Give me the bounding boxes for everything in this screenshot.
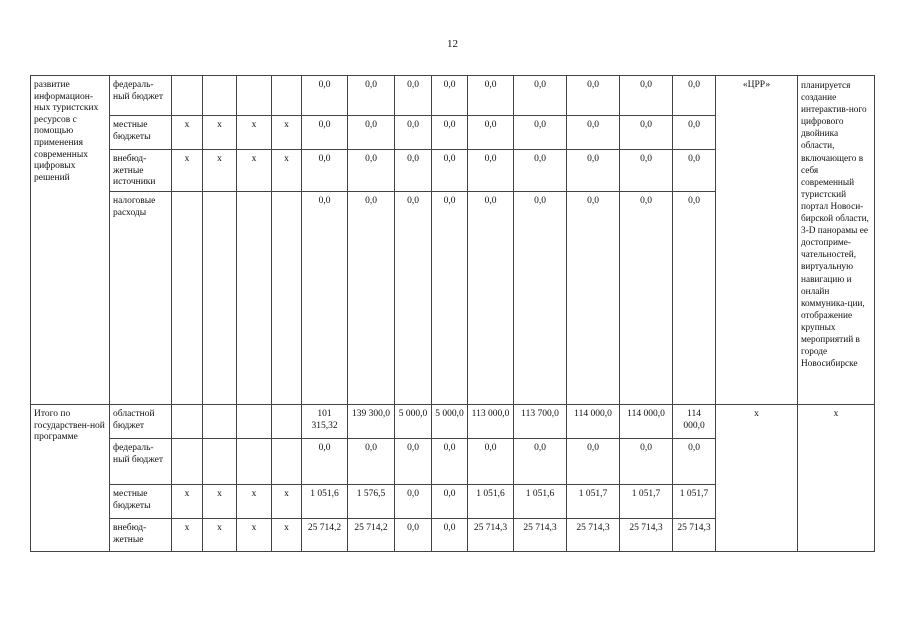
not-applicable-cell: [203, 439, 237, 485]
funding-source-cell: местные бюджеты: [110, 485, 172, 519]
amount-cell: 25 714,3: [514, 519, 567, 552]
amount-cell: 0,0: [514, 76, 567, 116]
amount-cell: 0,0: [348, 150, 395, 192]
program-direction-cell: Итого по государствен-ной программе: [31, 405, 110, 552]
amount-cell: 0,0: [395, 150, 432, 192]
amount-cell: 0,0: [673, 439, 716, 485]
amount-cell: 101 315,32: [302, 405, 348, 439]
funding-source-cell: федераль-ный бюджет: [110, 76, 172, 116]
not-applicable-cell: [272, 192, 302, 405]
amount-cell: 0,0: [620, 192, 673, 405]
expected-result-cell: планируется создание интерактив-ного цифрового двойника области, включающего в себя современный туристский портал Новоси-бирской области, 3-D панорамы ее достоприме-чательностей, виртуальную навигацию и онлайн коммуника-ции, отображение крупных мероприятий в городе Новосибирске: [798, 76, 875, 405]
amount-cell: 0,0: [348, 116, 395, 150]
amount-cell: 0,0: [468, 150, 514, 192]
not-applicable-cell: [237, 439, 272, 485]
table-row: [31, 405, 875, 439]
amount-cell: 25 714,3: [567, 519, 620, 552]
amount-cell: 1 051,7: [620, 485, 673, 519]
not-applicable-cell: [203, 192, 237, 405]
amount-cell: 0,0: [302, 76, 348, 116]
amount-cell: 114 000,0: [620, 405, 673, 439]
amount-cell: 0,0: [468, 192, 514, 405]
amount-cell: 0,0: [514, 150, 567, 192]
amount-cell: 113 700,0: [514, 405, 567, 439]
not-applicable-cell: [172, 405, 203, 439]
not-applicable-cell: x: [172, 485, 203, 519]
not-applicable-cell: x: [272, 116, 302, 150]
amount-cell: 5 000,0: [432, 405, 468, 439]
not-applicable-cell: [203, 76, 237, 116]
amount-cell: 0,0: [514, 439, 567, 485]
amount-cell: 0,0: [514, 192, 567, 405]
amount-cell: 0,0: [432, 116, 468, 150]
amount-cell: 0,0: [620, 439, 673, 485]
amount-cell: 5 000,0: [395, 405, 432, 439]
amount-cell: 25 714,2: [348, 519, 395, 552]
amount-cell: 0,0: [567, 439, 620, 485]
not-applicable-cell: [172, 192, 203, 405]
amount-cell: 1 051,6: [468, 485, 514, 519]
amount-cell: 0,0: [432, 485, 468, 519]
amount-cell: 25 714,2: [302, 519, 348, 552]
not-applicable-cell: x: [272, 485, 302, 519]
not-applicable-cell: [237, 405, 272, 439]
amount-cell: 114 000,0: [673, 405, 716, 439]
not-applicable-cell: x: [172, 150, 203, 192]
amount-cell: 0,0: [432, 439, 468, 485]
amount-cell: 0,0: [468, 439, 514, 485]
page-number: 12: [447, 38, 458, 50]
amount-cell: 139 300,0: [348, 405, 395, 439]
not-applicable-cell: [272, 439, 302, 485]
not-applicable-cell: x: [237, 116, 272, 150]
not-applicable-cell: x: [237, 519, 272, 552]
not-applicable-cell: x: [237, 150, 272, 192]
not-applicable-cell: [272, 76, 302, 116]
amount-cell: 0,0: [673, 116, 716, 150]
not-applicable-cell: x: [203, 485, 237, 519]
amount-cell: 0,0: [567, 150, 620, 192]
amount-cell: 0,0: [567, 76, 620, 116]
not-applicable-cell: x: [203, 116, 237, 150]
amount-cell: 1 051,6: [514, 485, 567, 519]
amount-cell: 0,0: [395, 519, 432, 552]
amount-cell: 0,0: [302, 116, 348, 150]
amount-cell: 0,0: [302, 150, 348, 192]
amount-cell: 0,0: [432, 150, 468, 192]
not-applicable-cell: x: [203, 519, 237, 552]
amount-cell: 0,0: [514, 116, 567, 150]
amount-cell: 0,0: [620, 116, 673, 150]
amount-cell: 1 051,6: [302, 485, 348, 519]
not-applicable-cell: x: [272, 519, 302, 552]
amount-cell: 25 714,3: [468, 519, 514, 552]
amount-cell: 0,0: [468, 116, 514, 150]
amount-cell: 0,0: [395, 439, 432, 485]
amount-cell: 0,0: [620, 150, 673, 192]
amount-cell: 25 714,3: [673, 519, 716, 552]
amount-cell: 0,0: [348, 192, 395, 405]
amount-cell: 0,0: [395, 485, 432, 519]
budget-table: [30, 75, 875, 552]
amount-cell: 25 714,3: [620, 519, 673, 552]
not-applicable-cell: x: [172, 116, 203, 150]
not-applicable-cell: [237, 76, 272, 116]
amount-cell: 0,0: [620, 76, 673, 116]
amount-cell: 0,0: [302, 192, 348, 405]
amount-cell: 0,0: [432, 519, 468, 552]
amount-cell: 0,0: [348, 76, 395, 116]
amount-cell: 0,0: [302, 439, 348, 485]
amount-cell: 1 576,5: [348, 485, 395, 519]
executor-cell: x: [716, 405, 798, 552]
amount-cell: 0,0: [673, 150, 716, 192]
not-applicable-cell: x: [237, 485, 272, 519]
executor-cell: «ЦРР»: [716, 76, 798, 405]
amount-cell: 1 051,7: [567, 485, 620, 519]
amount-cell: 0,0: [395, 116, 432, 150]
amount-cell: 0,0: [395, 76, 432, 116]
table-row: [31, 76, 875, 116]
funding-source-cell: налоговые расходы: [110, 192, 172, 405]
amount-cell: 0,0: [432, 192, 468, 405]
amount-cell: 0,0: [567, 192, 620, 405]
funding-source-cell: внебюд-жетные источники: [110, 150, 172, 192]
program-direction-cell: развитие информацион-ных туристских ресурсов с помощью применения современных цифровых решений: [31, 76, 110, 405]
not-applicable-cell: [172, 76, 203, 116]
not-applicable-cell: [172, 439, 203, 485]
not-applicable-cell: x: [172, 519, 203, 552]
not-applicable-cell: x: [203, 150, 237, 192]
amount-cell: 0,0: [567, 116, 620, 150]
not-applicable-cell: [272, 405, 302, 439]
not-applicable-cell: [237, 192, 272, 405]
expected-result-cell: x: [798, 405, 875, 552]
not-applicable-cell: x: [272, 150, 302, 192]
funding-source-cell: федераль-ный бюджет: [110, 439, 172, 485]
amount-cell: 0,0: [348, 439, 395, 485]
amount-cell: 0,0: [432, 76, 468, 116]
budget-table-body: [31, 76, 875, 552]
amount-cell: 0,0: [673, 76, 716, 116]
funding-source-cell: областной бюджет: [110, 405, 172, 439]
amount-cell: 0,0: [395, 192, 432, 405]
not-applicable-cell: [203, 405, 237, 439]
amount-cell: 113 000,0: [468, 405, 514, 439]
amount-cell: 1 051,7: [673, 485, 716, 519]
amount-cell: 114 000,0: [567, 405, 620, 439]
funding-source-cell: внебюд-жетные: [110, 519, 172, 552]
amount-cell: 0,0: [468, 76, 514, 116]
funding-source-cell: местные бюджеты: [110, 116, 172, 150]
amount-cell: 0,0: [673, 192, 716, 405]
